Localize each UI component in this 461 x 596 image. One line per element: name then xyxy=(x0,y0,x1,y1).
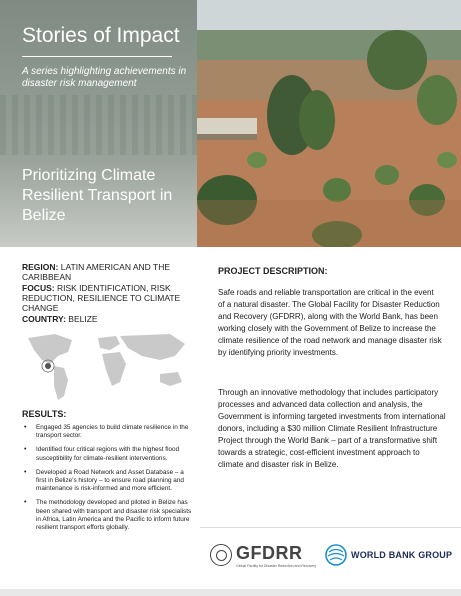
gfdrr-logo-text: GFDRR xyxy=(236,543,303,563)
results-list xyxy=(22,424,194,538)
orchard-texture xyxy=(0,95,197,155)
title-divider xyxy=(22,56,172,57)
world-bank-group-logo xyxy=(325,544,455,568)
footer-divider xyxy=(200,527,461,528)
project-paragraph: Safe roads and reliable transportation are critical in the event of a natural disaster. The Global Facility for Disaster Reduction and Recovery (GFDRR), along with the World Bank, has been working closely with the Government of Belize to increase the climate resilience of the road network and manage disaster risk by identifying priority investments. xyxy=(218,288,442,357)
series-tagline: A series highlighting achievements in disaster risk management xyxy=(22,66,187,89)
world-map-icon xyxy=(20,330,200,405)
focus-row xyxy=(22,283,194,313)
country-row xyxy=(22,314,194,324)
region-label: REGION: xyxy=(22,262,59,272)
region-value: LATIN AMERICAN AND THE CARIBBEAN xyxy=(22,262,171,282)
hero-banner xyxy=(0,0,461,247)
results-item: • Engaged 35 agencies to build climate resilience in the transport sector. xyxy=(22,424,194,440)
world-bank-globe-icon xyxy=(325,544,347,566)
flood-photo xyxy=(197,0,461,247)
focus-value: RISK IDENTIFICATION, RISK REDUCTION, RESILIENCE TO CLIMATE CHANGE xyxy=(22,283,181,313)
gfdrr-logo xyxy=(210,543,320,573)
results-item: • Identified four critical regions with the highest flood susceptibility for climate-resilient interventions. xyxy=(22,446,194,462)
region-row xyxy=(22,262,194,282)
world-bank-group-logo-text: WORLD BANK GROUP xyxy=(351,550,453,560)
gfdrr-logo-subtitle: Global Facility for Disaster Reduction and Recovery xyxy=(236,564,317,568)
footer-bar xyxy=(0,589,461,596)
document-title: Prioritizing Climate Resilient Transport in Belize xyxy=(22,167,173,224)
results-heading: RESULTS: xyxy=(22,409,67,419)
project-paragraph: Through an innovative methodology that includes participatory processes and advanced data collection and analysis, the Government is informing targeted investments from international donors, including a $30 million Climate Resilient Infrastructure Project through the World Bank – part of a transformative shift towards a strategic, cost-efficient investment approach to climate and disaster risk in Belize. xyxy=(218,388,446,469)
results-item: • Developed a Road Network and Asset Database – a first in Belize's history – to ensure road planning and maintenance is risk-informed and more efficient. xyxy=(22,469,194,494)
project-description-heading: PROJECT DESCRIPTION: xyxy=(218,266,328,276)
country-label: COUNTRY: xyxy=(22,314,66,324)
country-value: BELIZE xyxy=(68,314,98,324)
project-meta xyxy=(22,262,194,325)
gfdrr-emblem-icon xyxy=(210,544,232,566)
focus-label: FOCUS: xyxy=(22,283,55,293)
results-item: • The methodology developed and piloted in Belize has been shared with transport and disaster risk specialists in Africa, Latin America and the Pacific to inform future resilient transport efforts globally. xyxy=(22,499,194,532)
series-title: Stories of Impact xyxy=(22,24,180,47)
